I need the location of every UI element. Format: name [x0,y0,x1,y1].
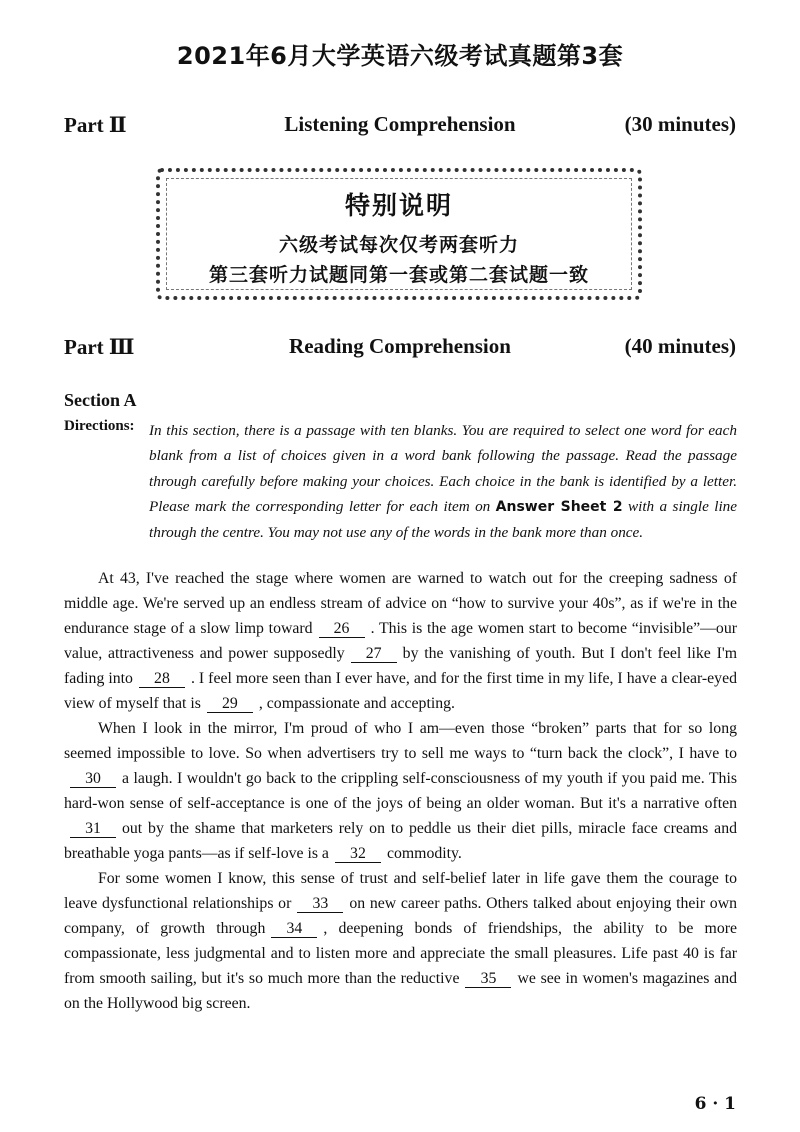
passage-paragraph-2 [64,716,737,866]
blank-33: 33 [297,895,343,913]
passage-text: At 43, I've reached the stage where women are warned to watch out for the creeping sadness of middle age. We're served up an endless stream of advice on “how to survive your 40s”, as if we're in the endurance stage of a slow limp toward [64,570,737,637]
passage-text: on new career paths. Others talked about enjoying their own company, of growth through [64,895,737,937]
blank-28: 28 [139,670,185,688]
directions-text-before: In this section, there is a passage with ten blanks. You are required to select one word for each blank from a list of choices given in a word bank following the passage. Read the passage through carefully before making your choices. Each choice in the bank is identified by a letter. Please mark the corresponding letter for each item on [149,422,737,515]
notice-line-1: 六级考试每次仅考两套听力 [278,234,519,256]
passage-text: , deepening bonds of friendships, the ability to be more compassionate, less judgmental and to listen more and appreciate the small pleasures. Life past 40 is far from smooth sailing, but it's so much more than the reductive [64,920,737,987]
directions-text-after: with a single line through the centre. You may not use any of the words in the bank more than once. [149,497,737,542]
blank-27: 27 [351,645,397,663]
passage-text: by the vanishing of youth. But I don't feel like I'm fading into [64,645,737,687]
directions-label: Directions: [64,418,135,434]
part-2-label: Part Ⅱ [64,113,127,137]
part-2-time: (30 minutes) [624,112,736,136]
page-number: 6 · 1 [694,1094,736,1114]
blank-32: 32 [335,845,381,863]
passage-text: When I look in the mirror, I'm proud of who I am—even those “broken” parts that for so long seemed impossible to love. So when advertisers try to sell me ways to “turn back the clock”, I have to [64,720,737,762]
blank-34: 34 [271,920,317,938]
part-2-header [64,112,736,140]
passage-paragraph-3 [64,866,737,1016]
passage-text: . I feel more seen than I ever have, and for the first time in my life, I have a clear-eyed view of myself that is [64,670,737,712]
passage-text: , compassionate and accepting. [258,695,455,712]
special-notice-box [156,168,642,300]
notice-heading: 特别说明 [344,191,453,220]
answer-sheet-label: Answer Sheet 2 [495,498,623,515]
part-3-label: Part Ⅲ [64,335,135,359]
blank-29: 29 [207,695,253,713]
passage-text: we see in women's magazines and on the Hollywood big screen. [64,970,737,1012]
part-3-time: (40 minutes) [624,334,736,358]
passage-text: a laugh. I wouldn't go back to the crippling self-consciousness of my youth if you paid me. This hard-won sense of self-acceptance is one of the joys of being an older woman. But it's a narrative often [64,770,737,812]
reading-passage [64,566,737,1016]
passage-paragraph-1 [64,566,737,716]
blank-35: 35 [465,970,511,988]
page-title: 2021年6月大学英语六级考试真题第3套 [176,42,624,70]
section-heading: Section A [64,390,137,410]
notice-line-2: 第三套听力试题同第一套或第二套试题一致 [208,264,589,286]
part-3-header [64,334,736,362]
passage-text: out by the shame that marketers rely on to peddle us their diet pills, miracle face creams and breathable yoga pants—as if self-love is a [64,820,737,862]
blank-26: 26 [319,620,365,638]
passage-text: For some women I know, this sense of trust and self-belief later in life gave them the courage to leave dysfunctional relationships or [64,870,737,912]
part-3-name: Reading Comprehension [289,334,511,358]
blank-30: 30 [70,770,116,788]
part-2-name: Listening Comprehension [284,112,516,136]
directions-text [149,418,737,545]
passage-text: commodity. [386,845,462,862]
blank-31: 31 [70,820,116,838]
passage-text: . This is the age women start to become “invisible”—our value, attractiveness and power supposedly [64,620,737,662]
